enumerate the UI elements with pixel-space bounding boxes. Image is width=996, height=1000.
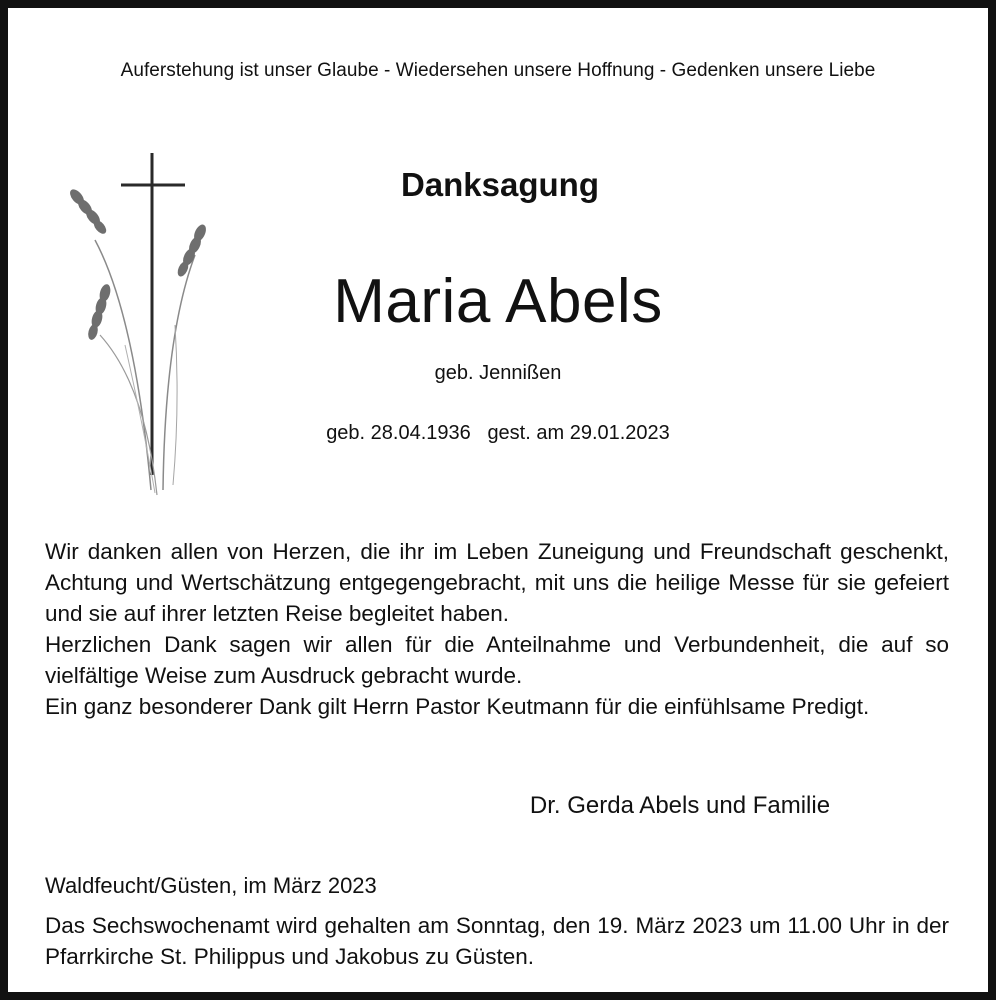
family-signature: Dr. Gerda Abels und Familie	[529, 792, 831, 819]
motto-line: Auferstehung ist unser Glaube - Wiedersehen unsere Hoffnung - Gedenken unsere Liebe	[120, 60, 876, 81]
message-paragraph-2: Herzlichen Dank sagen wir allen für die Anteilnahme und Verbundenheit, die auf so vielfältige Weise zum Ausdruck gebracht wurde.	[45, 632, 949, 688]
message-paragraph-3: Ein ganz besonderer Dank gilt Herrn Pastor Keutmann für die einfühlsame Predigt.	[45, 694, 870, 719]
thank-you-message	[45, 536, 949, 722]
message-paragraph-1: Wir danken allen von Herzen, die ihr im Leben Zuneigung und Freundschaft geschenkt, Achtung und Wertschätzung entgegengebracht, mit uns die heilige Messe für sie gefeiert und sie auf ihrer letzten Reise begleitet haben.	[45, 539, 949, 626]
deceased-name: Maria Abels	[333, 267, 663, 336]
place-and-date: Waldfeucht/Güsten, im März 2023	[45, 873, 377, 898]
birth-name: geb. Jennißen	[434, 362, 562, 384]
life-dates: geb. 28.04.1936 gest. am 29.01.2023	[326, 422, 670, 444]
memorial-mass-notice: Das Sechswochenamt wird gehalten am Sonntag, den 19. März 2023 um 11.00 Uhr in der Pfarrkirche St. Philippus und Jakobus zu Güsten.	[45, 913, 949, 969]
heading-danksagung: Danksagung	[400, 166, 600, 203]
